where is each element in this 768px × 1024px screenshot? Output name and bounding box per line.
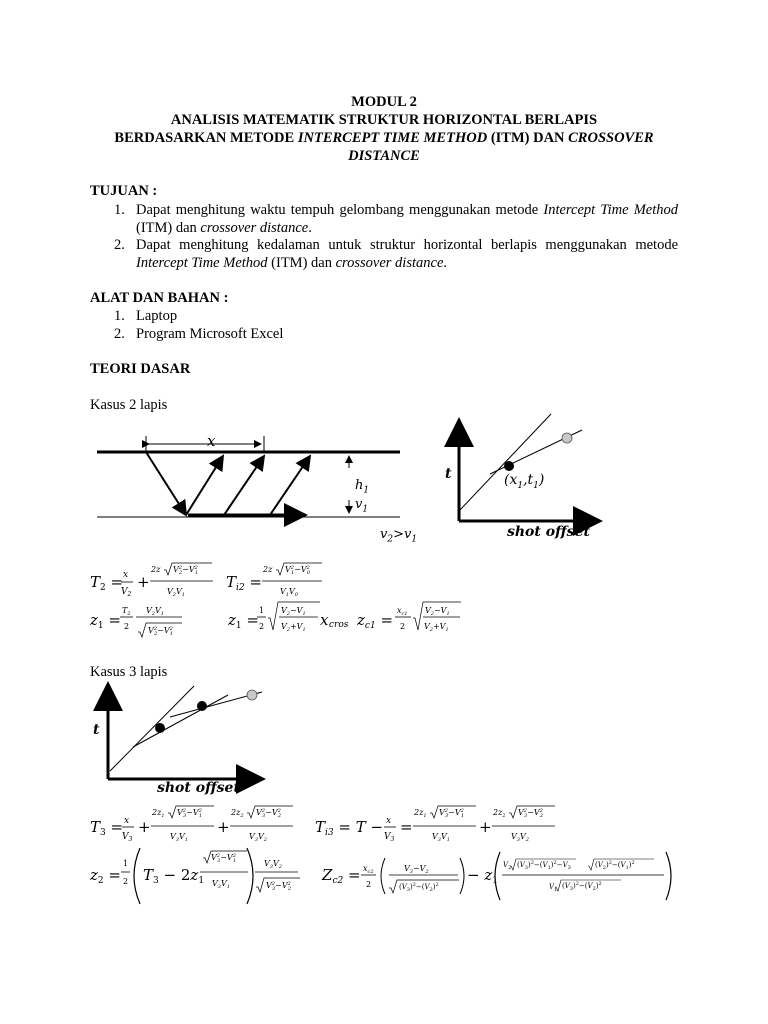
h1-label: $h_1$ (355, 478, 370, 496)
list-item: 1. Dapat menghitung waktu tempuh gelombang menggunakan metode Intercept Time Method (ITM) dan crossover distance. (114, 202, 679, 236)
svg-text:V2−V1: $V_2-V_1$ (425, 606, 450, 617)
svg-text:(V3)2−(V1)2−V3: $(V_3)^2-(V_1)^2-V_3$ (517, 860, 571, 871)
svg-text:2z2: $2z_2$ (493, 808, 506, 819)
svg-text:zc1 =: $z_{c1}$ = (357, 611, 394, 631)
svg-text:x: x (124, 816, 130, 826)
equation-Ti3: $T_{i3} = T$ − (315, 818, 384, 838)
svg-text:V2−V1: $V_2-V_1$ (281, 606, 306, 617)
svg-text:1: 1 (259, 606, 265, 615)
svg-text:V1: $V_1$ (549, 883, 558, 893)
svg-text:V2V1: $V_2V_1$ (167, 587, 185, 598)
svg-text:V23−V22: $V^2$ $3-V^2$ 2 (256, 808, 282, 819)
shot-offset-label: shot offset (507, 524, 590, 540)
title-line-2: ANALISIS MATEMATIK STRUKTUR HORIZONTAL BERLAPIS (170, 112, 598, 128)
svg-text:V21−V20: $V^2$ $1-V^2$ 0 (285, 565, 311, 576)
svg-text:V3V1: $V_3V_1$ (212, 879, 230, 890)
svg-text:+: + (479, 818, 492, 836)
svg-text:2: 2 (123, 877, 129, 886)
svg-text:cros: cros (329, 620, 349, 630)
svg-text:− z1: − $z_1$ (467, 866, 498, 886)
list-item: 2. Dapat menghitung kedalaman untuk struktur horizontal berlapis menggunakan metode Intercept Time Method (ITM) dan crossover distance. (114, 237, 678, 271)
t-axis-label: t (445, 466, 452, 482)
equation-z2: $z_2$ = (90, 866, 121, 886)
svg-text:V22−V21: $V^2$ $2-V^2$ 1 (148, 626, 174, 637)
kasus3-label: Kasus 3 lapis (90, 664, 168, 680)
svg-text:T3 − 2z1: $T_3 - 2z_1$ (143, 866, 205, 886)
svg-text:xc2: $x_{c2}$ (363, 864, 374, 875)
svg-text:(V3)2−(V2)2: $(V_3)^2-(V_2)^2$ (562, 881, 602, 892)
svg-text:V3V2: $V_3V_2$ (264, 859, 282, 870)
alat-heading: ALAT DAN BAHAN : (90, 290, 229, 306)
svg-text:xc1: $x_{c1}$ (397, 606, 408, 617)
svg-text:T2: $T_2$ (122, 606, 131, 617)
svg-text:x: x (123, 570, 129, 580)
svg-text:+: + (138, 818, 151, 836)
svg-text:+: + (217, 818, 230, 836)
equation-T2: $T_2$ = (90, 573, 124, 593)
title-line-4: DISTANCE (348, 148, 420, 164)
svg-text:2z: 2z (151, 565, 161, 574)
svg-text:V22−V21: $V^2$ $2-V^2$ 1 (173, 565, 199, 576)
svg-text:V1V0: $V_1V_0$ (280, 587, 298, 598)
v2-gt-v1-label: $v_2>v_1$ (380, 527, 418, 545)
svg-text:x: x (320, 611, 329, 629)
svg-text:x: x (386, 816, 392, 826)
svg-text:2: 2 (259, 622, 265, 631)
svg-text:V2V1: $V_2V_1$ (146, 606, 164, 617)
v1-label: $v_1$ (355, 497, 369, 515)
svg-text:V2: $V_2$ (503, 861, 512, 871)
svg-text:2z1: $2z_1$ (152, 808, 165, 819)
svg-text:V23−V21: $V^2$ $3-V^2$ 1 (211, 853, 237, 864)
svg-text:2: 2 (400, 622, 406, 631)
svg-text:V23−V21: $V^2$ $3-V^2$ 1 (439, 808, 465, 819)
svg-text:1: 1 (123, 859, 129, 868)
svg-text:V3V2: $V_3V_2$ (249, 832, 267, 843)
svg-text:2z: 2z (263, 565, 273, 574)
svg-text:(V3)2−(V2)2: $(V_3)^2-(V_2)^2$ (399, 882, 439, 893)
teori-heading: TEORI DASAR (90, 361, 191, 377)
x-label: x (207, 432, 216, 450)
svg-text:V23−V22: $V^2$ $3-V^2$ 2 (518, 808, 544, 819)
svg-text:2: 2 (366, 880, 372, 889)
svg-text:2z1: $2z_1$ (414, 808, 427, 819)
list-item: 2. Program Microsoft Excel (114, 325, 284, 342)
svg-text:2z2: $2z_2$ (231, 808, 244, 819)
t-axis-label: t (93, 722, 100, 738)
svg-text:V23−V21: $V^2$ $3-V^2$ 1 (177, 808, 203, 819)
svg-text:V2: $V_2$ (121, 587, 132, 598)
kasus2-label: Kasus 2 lapis (90, 397, 168, 413)
equation-zc2: $Z_{c2}$ = (322, 866, 361, 886)
svg-text:=: = (400, 818, 413, 836)
svg-text:V3: $V_3$ (384, 832, 395, 843)
svg-text:+: + (137, 573, 150, 591)
svg-text:V3V1: $V_3V_1$ (432, 832, 450, 843)
svg-text:V2+V1: $V_2+V_1$ (281, 622, 306, 633)
equation-T3: $T_3$ = (90, 818, 124, 838)
svg-text:z1 =: $z_1$ = (228, 611, 259, 631)
title-line-3: BERDASARKAN METODE INTERCEPT TIME METHOD (ITM) DAN CROSSOVER (114, 130, 654, 146)
svg-text:(V2)2−(V1)2: $(V_2)^2-(V_1)^2$ (595, 860, 635, 871)
svg-text:Ti2 =: $T_{i2}$ = (226, 573, 262, 593)
svg-text:V3V1: $V_3V_1$ (170, 832, 188, 843)
list-item: 1. Laptop (114, 308, 178, 324)
svg-text:z1 =: $z_1$ = (90, 611, 121, 631)
svg-text:V2+V1: $V_2+V_1$ (424, 622, 449, 633)
tujuan-heading: TUJUAN : (90, 183, 158, 199)
svg-text:V3: $V_3$ (122, 832, 133, 843)
crossover-point-label: $(x_1,t_1)$ (504, 472, 545, 491)
svg-text:2: 2 (124, 622, 130, 631)
svg-text:V23−V22: $V^2$ $3-V^2$ 2 (266, 881, 292, 892)
svg-text:V3−V2: $V_3-V_2$ (404, 864, 429, 875)
title-line-1: MODUL 2 (351, 94, 417, 110)
svg-text:V3V2: $V_3V_2$ (511, 832, 529, 843)
shot-offset-label: shot offset (157, 780, 240, 796)
